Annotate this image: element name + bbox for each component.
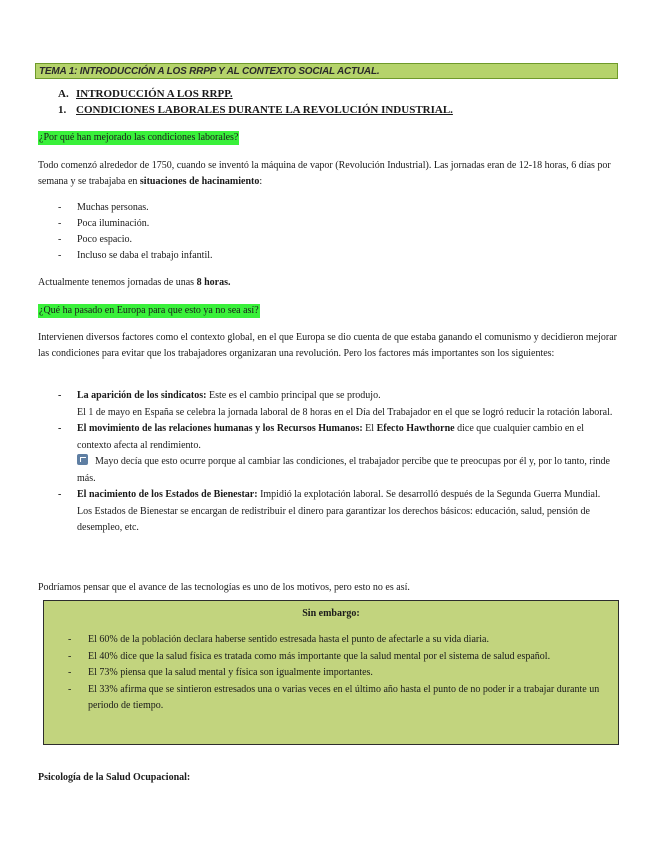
stats-list [68, 632, 604, 715]
factor-extra: Los Estados de Bienestar se encargan de redistribuir el dinero para garantizar los derechos básicos: educación, salud, pensión de desempleo, etc. [77, 505, 590, 533]
paragraph-text: Actualmente tenemos jornadas de unas [38, 277, 197, 288]
factor-title: La aparición de los sindicatos: [77, 390, 207, 401]
factor-title: El movimiento de las relaciones humanas y los Recursos Humanos: [77, 423, 363, 434]
section-heading-psychology: Psicología de la Salud Ocupacional: [38, 772, 191, 783]
heading-text: CONDICIONES LABORALES DURANTE LA REVOLUCIÓN INDUSTRIAL. [76, 104, 453, 116]
factor-extra: El 1 de mayo en España se celebra la jornada laboral de 8 horas en el Día del Trabajador en el que se logró reducir la rotación laboral. [77, 406, 613, 418]
heading-number: A. [58, 88, 69, 100]
factor-text: dice que cualquier cambio en el contexto afecta al rendimiento. [77, 423, 584, 451]
section-heading-a [58, 88, 233, 100]
factor-item-rrhh: - El movimiento de las relaciones humanas y los Recursos Humanos: El Efecto Hawthorne dice que cualquier cambio en el contexto afecta al rendimiento. Mayo decía que esto ocurre porque al cambiar las condiciones, el trabajador percibe que te preocupas por él y, por lo tanto, rinde más. [58, 423, 610, 484]
question-highlight-2: ¿Qué ha pasado en Europa para que esto ya no sea así? [39, 305, 259, 316]
factors-list [58, 388, 618, 537]
stats-box [43, 600, 619, 745]
stats-item: - El 73% piensa que la salud mental y física son igualmente importantes. [68, 665, 604, 682]
section-heading-1 [58, 104, 453, 116]
stats-item: - El 40% dice que la salud física es tratada como más importante que la salud mental por el sistema de salud español. [68, 649, 604, 666]
paragraph-end: : [259, 176, 263, 187]
paragraph-factors: Intervienen diversos factores como el contexto global, en el que Europa se dio cuenta de que estaba ganando el comunismo y decidieron mejorar las condiciones para evitar que los trabajadores organizaran una revolución. Pero los factores más importantes son los siguientes: [38, 332, 617, 359]
stats-box-title: Sin embargo: [302, 608, 360, 619]
factor-text: Impidió la explotación laboral. Se desarrolló después de la Segunda Guerra Mundial. [257, 489, 601, 500]
paragraph-technology: Podríamos pensar que el avance de las tecnologías es uno de los motivos, pero esto no es así. [38, 582, 410, 593]
heading-number: 1. [58, 104, 67, 116]
question-highlight-1: ¿Por qué han mejorado las condiciones laborales? [39, 132, 239, 143]
list-item: - Poca iluminación. [58, 216, 213, 232]
note-icon[interactable] [77, 454, 88, 465]
topic-title: TEMA 1: INTRODUCCIÓN A LOS RRPP Y AL CONTEXTO SOCIAL ACTUAL. [35, 63, 618, 79]
paragraph-hours [38, 275, 618, 291]
factor-item-sindicatos: - La aparición de los sindicatos: Este es el cambio principal que se produjo. El 1 de mayo en España se celebra la jornada laboral de 8 horas en el Día del Trabajador en el que se logró reducir la rotación laboral. [58, 390, 613, 418]
factor-note: Mayo decía que esto ocurre porque al cambiar las condiciones, el trabajador percibe que te preocupas por él y, por lo tanto, rinde más. [77, 456, 610, 484]
list-item: - Incluso se daba el trabajo infantil. [58, 248, 213, 264]
factor-title-2: Efecto Hawthorne [376, 423, 455, 434]
paragraph-intro [38, 158, 618, 190]
factor-title: El nacimiento de los Estados de Bienestar: [77, 489, 258, 500]
heading-text: INTRODUCCIÓN A LOS RRPP. [76, 88, 233, 100]
list-item: - Poco espacio. [58, 232, 213, 248]
paragraph-text: Todo comenzó alrededor de 1750, cuando se inventó la máquina de vapor (Revolución Industrial). Las jornadas eran de 12-18 horas, 6 días por semana y se trabajaba en [38, 160, 611, 187]
bold-phrase: 8 horas. [196, 277, 231, 288]
bold-phrase: situaciones de hacinamiento [139, 176, 260, 187]
factor-item-bienestar: - El nacimiento de los Estados de Bienestar: Impidió la explotación laboral. Se desarrolló después de la Segunda Guerra Mundial. Los Estados de Bienestar se encargan de redistribuir el dinero para garantizar los derechos básicos: educación, salud, pensión de desempleo, etc. [58, 489, 601, 533]
list-item: - Muchas personas. [58, 200, 213, 216]
conditions-list [58, 200, 213, 264]
factor-text: Este es el cambio principal que se produjo. [206, 390, 381, 401]
factor-mid: El [362, 423, 377, 434]
stats-item: - El 60% de la población declara haberse sentido estresada hasta el punto de afectarle a su vida diaria. [68, 632, 604, 649]
stats-item: - El 33% afirma que se sintieron estresados una o varias veces en el último año hasta el punto de no poder ir a trabajar durante un periodo de tiempo. [68, 682, 604, 715]
